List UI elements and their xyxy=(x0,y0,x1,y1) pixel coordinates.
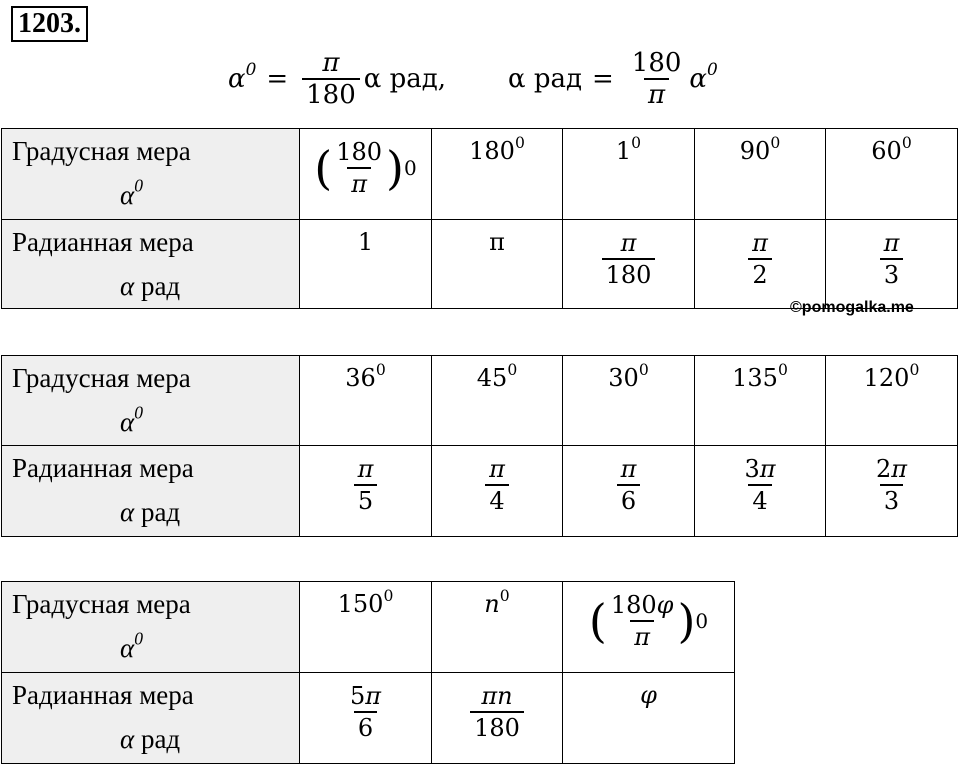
degree-label-cell: Градусная мера $\alpha^0$ xyxy=(2,129,300,220)
degree-value-cell: $90^0$ xyxy=(695,129,826,220)
degree-row xyxy=(2,582,735,673)
conversion-formula xyxy=(228,48,718,110)
radian-value-cell: $\frac{2\pi}{3}$ xyxy=(826,446,958,537)
radian-value-cell: 1 xyxy=(300,220,432,309)
radian-value-cell: $\frac{\pi}{3}$ xyxy=(826,220,958,309)
formula-alpha-deg: $\alpha^0$ xyxy=(689,59,718,94)
degree-value-cell: ( $\frac{180}{\pi}$ ) 0 xyxy=(300,129,432,220)
degree-value-cell: $45^0$ xyxy=(432,356,563,446)
degree-row xyxy=(2,129,958,220)
formula-alpha-rad-2: α рад xyxy=(508,64,582,94)
degree-label-cell: Градусная мера $\alpha^0$ xyxy=(2,356,300,446)
radian-value-cell: $\frac{\pi}{6}$ xyxy=(563,446,695,537)
formula-alpha: $\alpha^0$ xyxy=(228,59,257,94)
radian-row xyxy=(2,446,958,537)
degree-value-cell: $135^0$ xyxy=(695,356,826,446)
radian-value-cell: $\frac{3\pi}{4}$ xyxy=(695,446,826,537)
degree-value-cell: $36^0$ xyxy=(300,356,432,446)
radian-row xyxy=(2,673,735,764)
radian-value-cell: φ xyxy=(563,673,735,764)
radian-value-cell: $\frac{\pi}{4}$ xyxy=(432,446,563,537)
formula-alpha-rad: α рад, xyxy=(363,64,446,94)
degree-label-cell: Градусная мера $\alpha^0$ xyxy=(2,582,300,673)
conversion-table-3 xyxy=(1,581,735,764)
formula-fraction-180-pi: $\frac{180}{\pi}$ xyxy=(631,48,682,110)
degree-value-cell: $30^0$ xyxy=(563,356,695,446)
conversion-table-2 xyxy=(1,355,958,537)
radian-label-cell: Радианная мера α рад xyxy=(2,446,300,537)
degree-row xyxy=(2,356,958,446)
radian-value-cell: $\frac{5\pi}{6}$ xyxy=(300,673,432,764)
radian-label-cell: Радианная мера α рад xyxy=(2,673,300,764)
radian-value-cell: $\frac{\pi}{2}$ xyxy=(695,220,826,309)
radian-value-cell: $\frac{\pi}{5}$ xyxy=(300,446,432,537)
degree-value-cell: ( $\frac{180\varphi}{\pi}$ ) 0 xyxy=(563,582,735,673)
degree-value-cell: $60^0$ xyxy=(826,129,958,220)
degree-value-cell: $180^0$ xyxy=(432,129,563,220)
degree-value-cell: $120^0$ xyxy=(826,356,958,446)
radian-value-cell: $\frac{\pi n}{180}$ xyxy=(432,673,563,764)
radian-row xyxy=(2,220,958,309)
degree-value-cell: $150^0$ xyxy=(300,582,432,673)
degree-value-cell: $n^0$ xyxy=(432,582,563,673)
radian-label-cell: Радианная мера α рад xyxy=(2,220,300,309)
problem-number: 1203. xyxy=(11,6,88,42)
watermark: ©pomogalka.me xyxy=(790,299,914,316)
conversion-table-1 xyxy=(1,128,958,309)
formula-equals: = xyxy=(266,64,289,94)
degree-value-cell: $1^0$ xyxy=(563,129,695,220)
radian-value-cell: $\frac{\pi}{180}$ xyxy=(563,220,695,309)
formula-equals-2: = xyxy=(591,64,614,94)
formula-fraction-pi-180: $\frac{\pi}{180}$ xyxy=(302,48,360,110)
radian-value-cell: π xyxy=(432,220,563,309)
